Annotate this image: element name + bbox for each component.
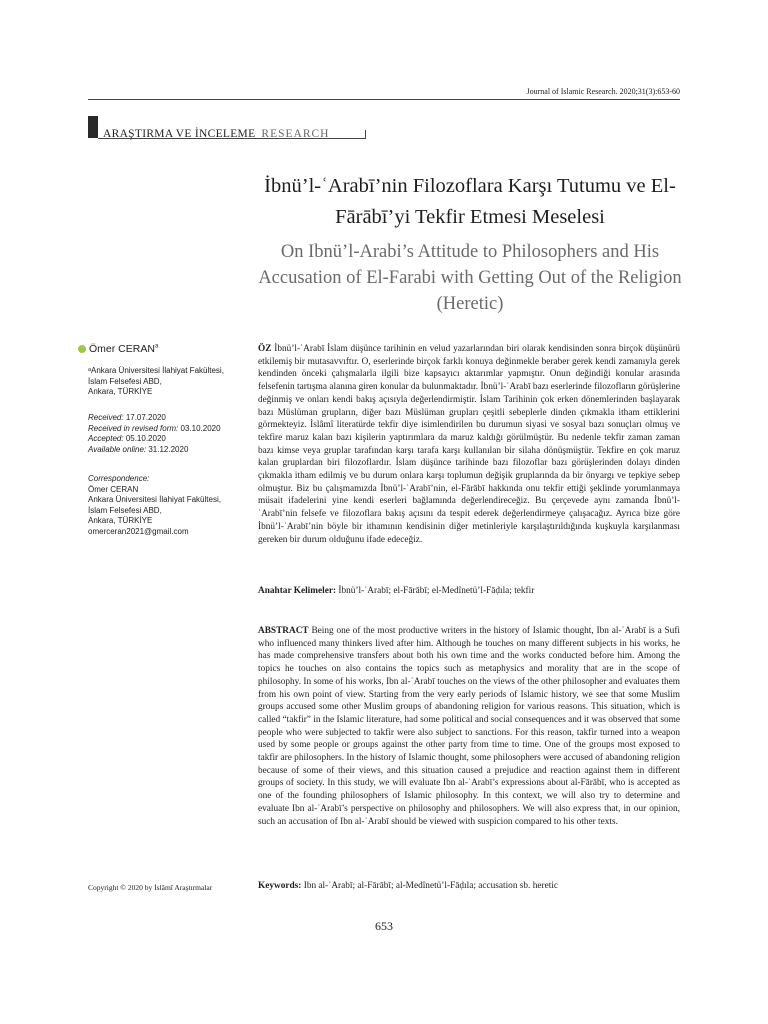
journal-citation: Journal of Islamic Research. 2020;31(3):653-60 — [526, 87, 680, 96]
section-label-tr: ARAŞTIRMA VE İNCELEME — [103, 128, 256, 140]
abstract-tr-text: İbnü’l-ʿArabī İslam düşünce tarihinin en velud yazarlarından biri olarak kendisinden sonra birçok düşünürü etkilemiş bir mutasavvıftır. O, eserlerinde birçok farklı konuya değinmekle beraber gerek kendi zamanıyla gerek kendinden önceki çalışmalarla ilgili bize kapsayıcı aktarımlar yapmıştır. Onun değindiği konular arasında felsefenin tartışma alanına giren konular da bulunmaktadır. İbnü’l-ʿArabī bazı eserlerinde filozofların görüşlerine değinmiş ve onları kendi bakış açısıyla değerlendirmiştir. İslam Tarihinin çok erken dönemlerinden başlayarak bazı Müslüman grupların, diğer bazı Müslüman grupları çeşitli sebeplerle dinden çıkmakla itham ettiklerini görmekteyiz. İslâmî literatürde tekfir diye isimlendirilen bu durumun siyasi ve sosyal bazı sonuçları olmuş ve tekfire maruz kalan bazı kişilerin yaptırımlara da maruz kaldığı görülmüştür. Bu nedenle tekfir zaman zaman bazı kimse veya gruplar tarafından karşı tarafa karşı kullanılan bir silaha dönüşmüştür. Tekfire en çok maruz kalan gruplardan biri filozoflardır. İslam düşünce tarihinde bazı filozoflar bazı görüşlerinden dolayı dinden çıkmakla itham edilmiş ve bu durum onlara karşı toplumun değişik gruplarında da bir önyargı ve tepkiye sebep olmuştur. Biz bu çalışmamızda İbnü’l-ʿArabī’nin, el-Fārābī hakkında onu tekfir ettiği şeklinde yorumlanmaya müsait ifadelerini yine kendi eserleri bağlamında değerlendireceğiz. Bu çerçevede aynı zamanda İbnü’l-ʿArabī’nin felsefe ve filozoflara bakış açısını da tespit ederek değerlendirmeye çalışacağız. Ayrıca bize göre İbnü’l-ʿArabī’nin böyle bir ithamının kendisinin diğer metinleriyle karşılaştırıldığında kuşkuyla karşılanması gereken bir durum olduğunu ifade edeceğiz. — [258, 344, 680, 545]
date-accepted: Accepted: 05.10.2020 — [88, 434, 166, 443]
section-rule — [98, 138, 366, 139]
keywords-en-text: Ibn al-ʿArabī; al-Fārābī; al-Medînetü’l-Fāḍıla; accusation sb. heretic — [303, 881, 558, 891]
article-title-en: On Ibnü’l-Arabi’s Attitude to Philosophers and His Accusation of El-Farabi with Getting Out of the Religion (Heretic) — [258, 242, 682, 314]
keywords-tr-lead: Anahtar Kelimeler: — [258, 586, 337, 596]
abstract-tr — [258, 343, 680, 546]
author-affiliation-mark: a — [154, 343, 159, 350]
correspondence-line: Ankara, TÜRKİYE — [88, 516, 153, 525]
affiliation-line: ᵃAnkara Üniversitesi İlahiyat Fakültesi, — [88, 366, 224, 375]
section-rule-tick — [365, 130, 366, 139]
affiliation — [88, 366, 248, 398]
date-online: Available online: 31.12.2020 — [88, 444, 189, 454]
page-number: 653 — [375, 919, 393, 933]
abstract-en-text: Being one of the most productive writers in the history of Islamic thought, Ibn al-ʿArabī is a Sufi who influenced many thinkers lived after him. Although he touches on many different subjects in his works, he has made comprehensive transfers about both his own time and the works conducted before him. Among the topics he touches on also contains the topics such as metaphysics and morality that are in the scope of philosophy. In some of his works, Ibn al-ʿArabī touches on the views of the other philosopher and evaluates them from his own point of view. Starting from the very early periods of Islamic history, we see that some Muslim groups accused some other Muslim groups of abandoning religion for various reasons. This situation, which is called “takfir” in the Islamic literature, had some political and social consequences and it was observed that some people who were subjected to takfir were also subject to sanctions. For this reason, takfir turned into a weapon used by some people or groups against the other party from time to time. One of the groups most exposed to takfir are philosophers. In the history of Islamic thought, some philosophers were accused of abandoning religion because of some of their views, and this situation caused a prejudice and reaction against them in different groups of society. In this study, we will evaluate Ibn al-ʿArabī’s expressions about al-Fārābī, who is accepted as one of the founding philosophers of Islamic philosophy. In this context, we will also try to determine and evaluate Ibn al-ʿArabī’s perspective on philosophy and philosophers. We will also express that, in our opinion, such an accusation of Ibn al-ʿArabī should be viewed with suspicion compared to his other texts. — [258, 626, 680, 827]
abstract-en-lead: ABSTRACT — [258, 626, 309, 636]
author — [78, 343, 158, 355]
abstract-en — [258, 625, 680, 828]
date-revised: Received in revised form: 03.10.2020 — [88, 423, 221, 433]
article-title-tr: İbnü’l-ʿArabī’nin Filozoflara Karşı Tutumu ve El-Fārābī’yi Tekfir Etmesi Meselesi — [264, 175, 676, 228]
section-marker-bar — [88, 116, 98, 138]
keywords-en-lead: Keywords: — [258, 881, 302, 891]
correspondence-label: Correspondence: — [88, 474, 150, 483]
orcid-icon[interactable] — [78, 345, 86, 353]
header-rule — [88, 99, 680, 100]
section-label-en: RESEARCH — [261, 128, 330, 140]
correspondence — [88, 474, 248, 537]
author-name: Ömer CERAN — [89, 343, 155, 355]
correspondence-line: Ömer CERAN — [88, 484, 139, 494]
date-received: Received: 17.07.2020 — [88, 413, 166, 422]
affiliation-line: Ankara, TÜRKİYE — [88, 387, 153, 396]
abstract-tr-lead: ÖZ — [258, 344, 272, 354]
keywords-en — [258, 880, 680, 893]
correspondence-line: Ankara Üniversitesi İlahiyat Fakültesi, — [88, 495, 221, 504]
article-dates — [88, 413, 248, 455]
keywords-tr — [258, 585, 680, 598]
correspondence-email[interactable]: omerceran2021@gmail.com — [88, 526, 189, 536]
copyright: Copyright © 2020 by İslâmî Araştırmalar — [88, 883, 213, 892]
affiliation-line: İslam Felsefesi ABD, — [88, 376, 162, 386]
keywords-tr-text: İbnü’l-ʿArabī; el-Fārābī; el-Medînetü’l-Fāḍıla; tekfir — [338, 586, 535, 596]
correspondence-line: İslam Felsefesi ABD, — [88, 505, 162, 515]
